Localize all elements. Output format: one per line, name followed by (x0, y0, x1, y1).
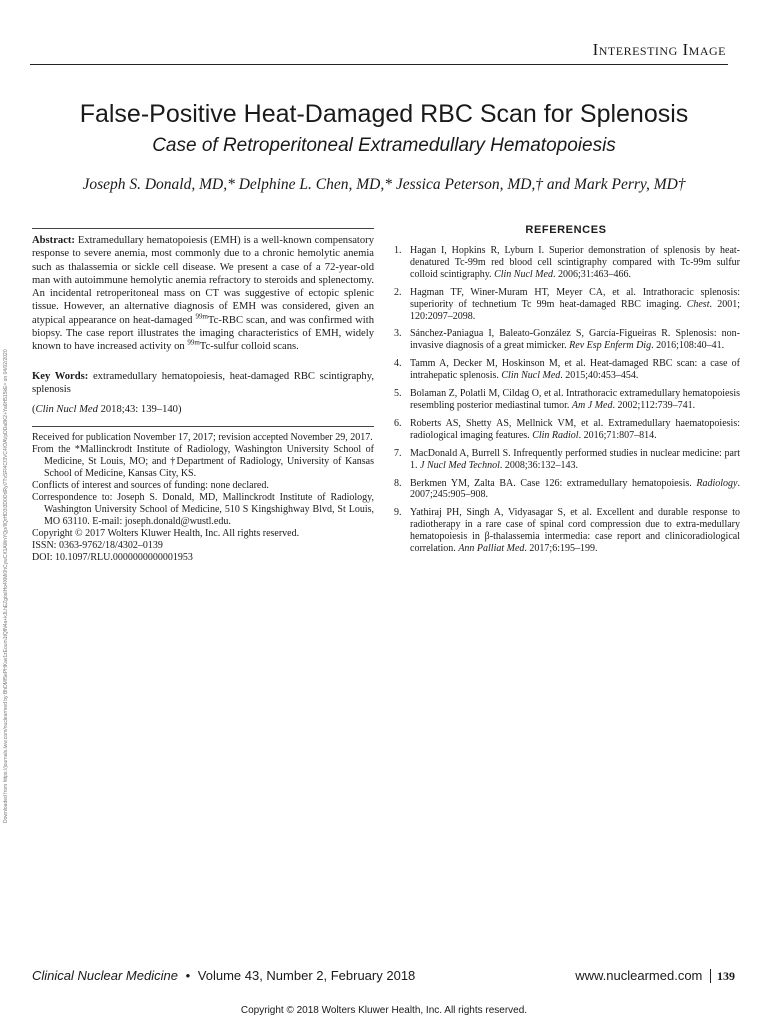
reference-number: 9. (394, 507, 402, 519)
reference-citation: . 2006;31:463–466. (552, 268, 632, 280)
reference-number: 1. (394, 245, 402, 256)
issn-line: ISSN: 0363-9762/18/4302–0139 (32, 540, 163, 551)
abstract-sup-1: 99m (195, 312, 208, 321)
reference-body: Roberts AS, Shetty AS, Mellnick VM, et al. Extramedullary haematopoiesis: radiological imaging features. (410, 417, 740, 441)
reference-number: 8. (394, 477, 402, 489)
download-sidebar: Downloaded from https://journals.lww.com/nuclearmed by BhDMf5ePHKav1zEoum1tQfN4a+kJLhEZgbsIHo4XMi0hCywCX1AWnYQp/IlQrHD3i3D0OdRyi7TvSFl4Cf3VC4/OAVpDDa8K2+Ya6H515kE= on 04/02/2020 (3, 349, 9, 823)
reference-item (394, 507, 740, 555)
reference-number: 6. (394, 417, 402, 429)
reference-item (394, 418, 740, 442)
reference-number: 3. (394, 328, 402, 340)
reference-citation: . 2016;108:40–41. (651, 340, 725, 352)
keywords (32, 370, 374, 397)
reference-journal: J Nucl Med Technol (420, 459, 500, 471)
doi-line: DOI: 10.1097/RLU.0000000000001953 (32, 552, 193, 563)
reference-text (410, 287, 740, 323)
reference-body: Tamm A, Decker M, Hoskinson M, et al. Heat-damaged RBC scan: a case of intrahepatic splenosis. (410, 358, 740, 382)
abstract-top-rule (32, 228, 374, 229)
reference-item (394, 358, 740, 382)
abstract-text-3: Tc-sulfur colloid scans. (199, 341, 299, 353)
abstract-text-2: Tc-RBC scan, and was confirmed with biopsy. The case report illustrates the imaging characteristics of EMH, widely known to have increased activity on (32, 314, 374, 353)
reference-number: 2. (394, 286, 402, 298)
publication-info (32, 432, 374, 564)
reference-item (394, 287, 740, 323)
reference-journal: Rev Esp Enferm Dig (569, 340, 652, 352)
reference-journal: Radiology (696, 477, 738, 489)
abstract (32, 234, 374, 354)
citation: (Clin Nucl Med 2018;43: 139–140) (32, 404, 182, 415)
abstract-text-1: Extramedullary hematopoiesis (EMH) is a well-known compensatory response to severe anemia, most commonly due to a chronic hemolytic anemia such as thalassemia or sickle cell disease. We present a case of a 72-year-old man with autoimmune hemolytic anemia refractory to steroids and splenectomy. An incidental retroperitoneal mass on CT was suggestive of ectopic splenic tissue. However, an alternative diagnosis of EMH was considered, given an atypical appearance on heat-damaged (32, 235, 374, 326)
reference-citation: . 2001; 120:2097–2098. (410, 298, 740, 322)
footer-right (575, 968, 735, 984)
affiliations-line: From the *Mallinckrodt Institute of Radiology, Washington University School of Medicine, St Louis, MO; and †Department of Radiology, University of Kansas School of Medicine, Kansas City, KS. (32, 444, 374, 479)
article-subtitle: Case of Retroperitoneal Extramedullary Hematopoiesis (152, 135, 616, 156)
reference-journal: Am J Med (571, 399, 613, 411)
reference-citation: . 2015;40:453–454. (560, 370, 639, 382)
references-list (394, 245, 740, 561)
reference-text (410, 507, 740, 555)
reference-citation: . 2007;245:905–908. (410, 477, 740, 501)
reference-body: Sánchez-Paniagua I, Baleato-González S, García-Figueiras R. Splenosis: non-invasive diagnosis of a great mimicker. (410, 328, 740, 352)
reference-journal: Clin Nucl Med (494, 268, 553, 280)
footer-journal (32, 968, 415, 983)
reference-body: Hagman TF, Winer-Muram HT, Meyer CA, et al. Intrathoracic splenosis: superiority of technetium Tc 99m heat-damaged RBC imaging. (410, 286, 740, 310)
section-label: Interesting Image (592, 40, 726, 59)
reference-number: 5. (394, 388, 402, 400)
correspondence-line: Correspondence to: Joseph S. Donald, MD, Mallinckrodt Institute of Radiology, Washington University School of Medicine, 510 S Kingshighway Blvd, St Louis, MO 63110. E-mail: joseph.donald@wustl.edu. (32, 492, 374, 527)
author-list: Joseph S. Donald, MD,* Delphine L. Chen, MD,* Jessica Peterson, MD,† and Mark Perry, MD† (82, 176, 686, 193)
header-rule (30, 64, 728, 65)
received-line: Received for publication November 17, 2017; revision accepted November 29, 2017. (32, 432, 373, 443)
reference-item (394, 388, 740, 412)
footer-issue: Volume 43, Number 2, February 2018 (197, 968, 416, 983)
page-number: 139 (710, 969, 735, 983)
footer-url[interactable]: www.nuclearmed.com (575, 968, 703, 983)
keywords-label: Key Words: (32, 371, 89, 382)
reference-text (410, 358, 740, 382)
reference-item (394, 328, 740, 352)
copyright-line: Copyright © 2017 Wolters Kluwer Health, Inc. All rights reserved. (32, 528, 300, 539)
reference-number: 4. (394, 358, 402, 370)
reference-journal: Clin Nucl Med (501, 370, 561, 382)
pubinfo-rule (32, 426, 374, 427)
reference-journal: Ann Palliat Med (458, 543, 525, 555)
reference-citation: . 2008;36:132–143. (499, 459, 578, 471)
reference-journal: Clin Radiol (532, 429, 579, 441)
reference-number: 7. (394, 447, 402, 459)
reference-text (410, 478, 740, 502)
reference-body: Bolaman Z, Polatli M, Cildag O, et al. Intrathoracic extramedullary hematopoiesis resembling posterior mediastinal tumor. (410, 388, 740, 411)
copyright-footer: Copyright © 2018 Wolters Kluwer Health, Inc. All rights reserved. (240, 1005, 528, 1016)
reference-body: Berkmen YM, Zalta BA. Case 126: extramedullary hematopoiesis. (410, 477, 697, 489)
footer-journal-name: Clinical Nuclear Medicine (32, 968, 178, 983)
keywords-text: extramedullary hematopoiesis, heat-damaged RBC scintigraphy, splenosis (32, 371, 374, 396)
reference-citation: . 2016;71:807–814. (578, 429, 657, 441)
reference-item (394, 478, 740, 502)
references-heading: REFERENCES (525, 224, 607, 236)
abstract-label: Abstract: (32, 235, 75, 246)
reference-citation: . 2017;6:195–199. (524, 543, 598, 555)
reference-body: Hagan I, Hopkins R, Lyburn I. Superior demonstration of splenosis by heat-denatured Tc-99m red blood cell scintigraphy compared with Tc-99m sulfur colloid scintigraphy. (410, 245, 740, 280)
reference-text (410, 448, 740, 472)
citation-journal: Clin Nucl Med (35, 404, 98, 415)
abstract-sup-2: 99m (187, 338, 200, 347)
reference-item (394, 245, 740, 281)
reference-item (394, 448, 740, 472)
reference-body: Yathiraj PH, Singh A, Vidyasagar S, et al. Excellent and durable response to radiotherapy in a rare case of spinal cord compression due to extra-medullary hematopoiesis in β-thalassemia intermedia: case report and clinicoradiological correlation. (410, 507, 740, 555)
reference-text (410, 245, 740, 281)
article-title: False-Positive Heat-Damaged RBC Scan for Splenosis (79, 100, 689, 128)
citation-details: 2018;43: 139–140) (100, 404, 182, 415)
reference-journal: Chest (686, 298, 710, 310)
reference-body: MacDonald A, Burrell S. Infrequently performed studies in nuclear medicine: part 1. (410, 447, 740, 471)
reference-text (410, 418, 740, 442)
reference-text (410, 328, 740, 352)
reference-text (410, 388, 740, 412)
reference-citation: . 2002;112:739–741. (612, 399, 696, 411)
conflicts-line: Conflicts of interest and sources of funding: none declared. (32, 480, 269, 491)
footer-bullet: • (185, 968, 191, 983)
